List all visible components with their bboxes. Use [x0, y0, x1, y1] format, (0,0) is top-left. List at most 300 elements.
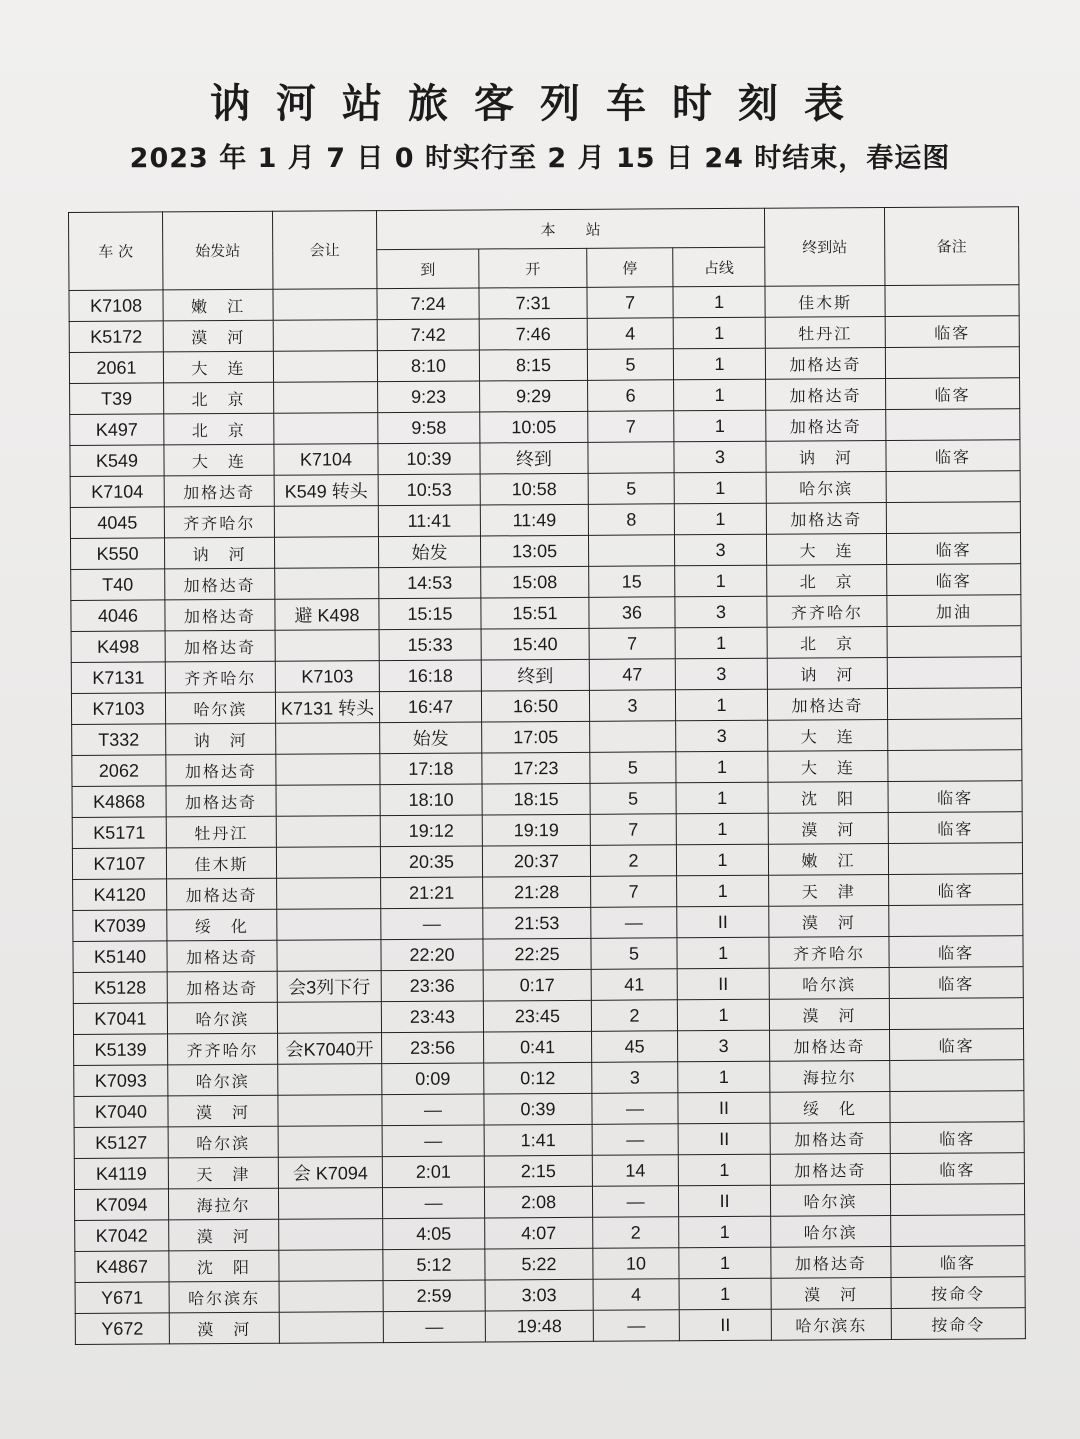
train-cell: K4868: [72, 786, 166, 818]
origin-cell: 嫩 江: [163, 289, 273, 321]
origin-cell: 加格达奇: [166, 754, 276, 786]
remark-cell: 临客: [890, 1029, 1024, 1061]
meet-cell: [274, 413, 378, 445]
arrive-cell: —: [381, 908, 483, 940]
track-cell: 1: [674, 472, 766, 504]
remark-cell: 按命令: [891, 1308, 1025, 1340]
arrive-cell: 10:53: [378, 474, 480, 506]
origin-cell: 加格达奇: [166, 785, 276, 817]
arrive-cell: 16:47: [379, 691, 481, 723]
destination-cell: 大 连: [768, 751, 888, 783]
meet-cell: [275, 568, 379, 600]
remark-cell: 按命令: [891, 1277, 1025, 1309]
track-cell: 1: [679, 1216, 771, 1248]
arrive-cell: —: [383, 1311, 485, 1343]
table-body: [69, 285, 1025, 1345]
header-destination: 终到站: [765, 208, 885, 287]
arrive-cell: 2:01: [382, 1156, 484, 1188]
remark-cell: [887, 657, 1021, 689]
stop-cell: 41: [591, 969, 677, 1001]
destination-cell: 加格达奇: [771, 1246, 891, 1278]
train-cell: K7040: [74, 1096, 168, 1128]
remark-cell: [891, 1215, 1025, 1247]
origin-cell: 加格达奇: [167, 878, 277, 910]
stop-cell: 2: [593, 1217, 679, 1249]
track-cell: 1: [675, 689, 767, 721]
train-cell: 4045: [70, 507, 164, 539]
arrive-cell: 始发: [378, 536, 480, 568]
destination-cell: 沈 阳: [768, 782, 888, 814]
destination-cell: 漠 河: [771, 1277, 891, 1309]
depart-cell: 终到: [480, 442, 588, 474]
track-cell: 1: [674, 503, 766, 535]
arrive-cell: —: [382, 1094, 484, 1126]
train-cell: Y671: [75, 1282, 169, 1314]
stop-cell: —: [593, 1310, 679, 1342]
meet-cell: [274, 537, 378, 569]
remark-cell: [889, 905, 1023, 937]
origin-cell: 北 京: [164, 382, 274, 414]
train-cell: T40: [71, 569, 165, 601]
remark-cell: [888, 750, 1022, 782]
meet-cell: 会3列下行: [277, 971, 381, 1003]
train-cell: K7042: [75, 1220, 169, 1252]
meet-cell: [277, 1002, 381, 1034]
depart-cell: 15:08: [481, 566, 589, 598]
stop-cell: [588, 442, 674, 474]
train-cell: K7107: [72, 848, 166, 880]
depart-cell: 20:37: [482, 845, 590, 877]
arrive-cell: 9:58: [378, 412, 480, 444]
destination-cell: 北 京: [767, 627, 887, 659]
header-origin: 始发站: [163, 211, 273, 290]
stop-cell: 3: [589, 690, 675, 722]
arrive-cell: 22:20: [381, 939, 483, 971]
stop-cell: 5: [588, 473, 674, 505]
origin-cell: 加格达奇: [165, 599, 275, 631]
depart-cell: 19:48: [485, 1310, 593, 1342]
arrive-cell: 2:59: [383, 1280, 485, 1312]
track-cell: II: [679, 1309, 771, 1341]
track-cell: 3: [674, 534, 766, 566]
table-header: [69, 207, 1019, 291]
remark-cell: [889, 998, 1023, 1030]
track-cell: 1: [676, 782, 768, 814]
meet-cell: K7131 转头: [275, 692, 379, 724]
arrive-cell: 7:42: [377, 319, 479, 351]
train-cell: 2061: [69, 352, 163, 384]
meet-cell: [278, 1126, 382, 1158]
train-cell: K7094: [74, 1189, 168, 1221]
train-cell: K550: [70, 538, 164, 570]
track-cell: 1: [673, 348, 765, 380]
origin-cell: 哈尔滨东: [169, 1281, 279, 1313]
stop-cell: 5: [590, 783, 676, 815]
remark-cell: 临客: [891, 1246, 1025, 1278]
depart-cell: 终到: [481, 659, 589, 691]
origin-cell: 哈尔滨: [168, 1126, 278, 1158]
destination-cell: 加格达奇: [766, 379, 886, 411]
destination-cell: 天 津: [769, 874, 889, 906]
track-cell: 1: [673, 286, 765, 318]
train-cell: K7041: [73, 1003, 167, 1035]
header-station: 本 站: [376, 208, 764, 249]
remark-cell: [885, 285, 1019, 317]
meet-cell: [273, 289, 377, 321]
stop-cell: 7: [587, 287, 673, 319]
arrive-cell: 始发: [380, 722, 482, 754]
meet-cell: [277, 878, 381, 910]
arrive-cell: 14:53: [379, 567, 481, 599]
stop-cell: [588, 535, 674, 567]
track-cell: 1: [678, 1061, 770, 1093]
depart-cell: 7:46: [479, 318, 587, 350]
depart-cell: 13:05: [480, 535, 588, 567]
destination-cell: 牡丹江: [765, 317, 885, 349]
origin-cell: 漠 河: [169, 1312, 279, 1344]
remark-cell: [890, 1184, 1024, 1216]
origin-cell: 佳木斯: [166, 847, 276, 879]
meet-cell: K7104: [274, 444, 378, 476]
origin-cell: 讷 河: [164, 537, 274, 569]
table-row: [75, 1308, 1025, 1345]
arrive-cell: 23:56: [382, 1032, 484, 1064]
meet-cell: [279, 1312, 383, 1344]
stop-cell: 2: [590, 845, 676, 877]
depart-cell: 16:50: [481, 690, 589, 722]
depart-cell: 22:25: [483, 938, 591, 970]
meet-cell: [276, 847, 380, 879]
origin-cell: 讷 河: [166, 723, 276, 755]
depart-cell: 23:45: [483, 1000, 591, 1032]
meet-cell: [273, 320, 377, 352]
arrive-cell: 15:15: [379, 598, 481, 630]
train-cell: K4120: [73, 879, 167, 911]
meet-cell: 避 K498: [275, 599, 379, 631]
remark-cell: 临客: [888, 812, 1022, 844]
track-cell: 3: [674, 441, 766, 473]
remark-cell: 临客: [886, 440, 1020, 472]
origin-cell: 大 连: [163, 351, 273, 383]
header-train: 车 次: [69, 212, 163, 291]
depart-cell: 15:51: [481, 597, 589, 629]
meet-cell: [273, 351, 377, 383]
stop-cell: 7: [591, 876, 677, 908]
stop-cell: 2: [591, 1000, 677, 1032]
train-cell: K7131: [71, 662, 165, 694]
depart-cell: 1:41: [484, 1124, 592, 1156]
origin-cell: 哈尔滨: [165, 692, 275, 724]
stop-cell: 45: [592, 1031, 678, 1063]
stop-cell: 5: [590, 752, 676, 784]
arrive-cell: 4:05: [383, 1218, 485, 1250]
track-cell: 3: [675, 658, 767, 690]
train-cell: T39: [70, 383, 164, 415]
track-cell: II: [677, 968, 769, 1000]
depart-cell: 17:05: [482, 721, 590, 753]
train-cell: K5139: [74, 1034, 168, 1066]
destination-cell: 齐齐哈尔: [767, 596, 887, 628]
destination-cell: 漠 河: [769, 998, 889, 1030]
track-cell: 3: [678, 1030, 770, 1062]
page-subtitle: 2023 年 1 月 7 日 0 时实行至 2 月 15 日 24 时结束，春运图: [129, 143, 951, 174]
header-arrive: 到: [377, 249, 479, 289]
track-cell: 1: [677, 999, 769, 1031]
destination-cell: 加格达奇: [766, 410, 886, 442]
meet-cell: [276, 754, 380, 786]
depart-cell: 7:31: [479, 287, 587, 319]
origin-cell: 加格达奇: [167, 940, 277, 972]
track-cell: 1: [676, 751, 768, 783]
remark-cell: [888, 843, 1022, 875]
remark-cell: [886, 471, 1020, 503]
track-cell: II: [678, 1123, 770, 1155]
depart-cell: 0:17: [483, 969, 591, 1001]
destination-cell: 哈尔滨东: [771, 1308, 891, 1340]
depart-cell: 3:03: [485, 1279, 593, 1311]
track-cell: 1: [676, 844, 768, 876]
track-cell: 1: [678, 1154, 770, 1186]
remark-cell: [886, 409, 1020, 441]
remark-cell: [887, 688, 1021, 720]
train-cell: K5127: [74, 1127, 168, 1159]
track-cell: 3: [676, 720, 768, 752]
destination-cell: 讷 河: [767, 658, 887, 690]
track-cell: 1: [676, 813, 768, 845]
train-cell: K7108: [69, 290, 163, 322]
remark-cell: [887, 626, 1021, 658]
meet-cell: [277, 909, 381, 941]
track-cell: 1: [677, 875, 769, 907]
stop-cell: 47: [589, 659, 675, 691]
arrive-cell: 17:18: [380, 753, 482, 785]
remark-cell: 加油: [887, 595, 1021, 627]
train-cell: K7039: [73, 910, 167, 942]
header-remark: 备注: [885, 207, 1019, 286]
destination-cell: 佳木斯: [765, 286, 885, 318]
stop-cell: 5: [587, 349, 673, 381]
origin-cell: 漠 河: [163, 320, 273, 352]
depart-cell: 18:15: [482, 783, 590, 815]
destination-cell: 加格达奇: [766, 503, 886, 535]
depart-cell: 0:39: [484, 1093, 592, 1125]
track-cell: 1: [674, 379, 766, 411]
depart-cell: 0:41: [484, 1031, 592, 1063]
depart-cell: 21:53: [483, 907, 591, 939]
destination-cell: 讷 河: [766, 441, 886, 473]
track-cell: 1: [675, 565, 767, 597]
track-cell: 1: [677, 937, 769, 969]
depart-cell: 17:23: [482, 752, 590, 784]
header-stop: 停: [587, 248, 673, 288]
stop-cell: 10: [593, 1248, 679, 1280]
arrive-cell: 23:36: [381, 970, 483, 1002]
destination-cell: 哈尔滨: [771, 1215, 891, 1247]
remark-cell: 临客: [890, 1122, 1024, 1154]
depart-cell: 8:15: [479, 349, 587, 381]
header-track: 占线: [673, 247, 765, 287]
train-cell: K5140: [73, 941, 167, 973]
stop-cell: 7: [590, 814, 676, 846]
train-cell: 4046: [71, 600, 165, 632]
arrive-cell: —: [382, 1125, 484, 1157]
remark-cell: 临客: [888, 781, 1022, 813]
meet-cell: [274, 506, 378, 538]
train-cell: K5128: [73, 972, 167, 1004]
arrive-cell: 7:24: [377, 288, 479, 320]
origin-cell: 加格达奇: [164, 475, 274, 507]
arrive-cell: 15:33: [379, 629, 481, 661]
destination-cell: 漠 河: [768, 813, 888, 845]
destination-cell: 哈尔滨: [770, 1184, 890, 1216]
origin-cell: 沈 阳: [169, 1250, 279, 1282]
stop-cell: 15: [589, 566, 675, 598]
origin-cell: 天 津: [168, 1157, 278, 1189]
stop-cell: 8: [588, 504, 674, 536]
meet-cell: [279, 1250, 383, 1282]
meet-cell: [276, 816, 380, 848]
remark-cell: [890, 1091, 1024, 1123]
train-cell: K7104: [70, 476, 164, 508]
arrive-cell: 19:12: [380, 815, 482, 847]
page-title: 讷河站旅客列车时刻表: [210, 80, 870, 127]
remark-cell: 临客: [885, 316, 1019, 348]
stop-cell: 7: [589, 628, 675, 660]
destination-cell: 哈尔滨: [769, 967, 889, 999]
origin-cell: 海拉尔: [168, 1188, 278, 1220]
destination-cell: 加格达奇: [770, 1153, 890, 1185]
train-cell: K7093: [74, 1065, 168, 1097]
stop-cell: —: [592, 1124, 678, 1156]
origin-cell: 齐齐哈尔: [165, 661, 275, 693]
train-cell: K4867: [75, 1251, 169, 1283]
remark-cell: [886, 502, 1020, 534]
origin-cell: 牡丹江: [166, 816, 276, 848]
arrive-cell: 21:21: [381, 877, 483, 909]
train-cell: T332: [72, 724, 166, 756]
stop-cell: 5: [591, 938, 677, 970]
depart-cell: 2:08: [484, 1186, 592, 1218]
track-cell: II: [678, 1092, 770, 1124]
destination-cell: 加格达奇: [767, 689, 887, 721]
stop-cell: [590, 721, 676, 753]
remark-cell: 临客: [889, 967, 1023, 999]
destination-cell: 嫩 江: [768, 844, 888, 876]
stop-cell: 3: [592, 1062, 678, 1094]
arrive-cell: 9:23: [378, 381, 480, 413]
header-depart: 开: [479, 248, 587, 288]
origin-cell: 齐齐哈尔: [164, 506, 274, 538]
stop-cell: —: [591, 907, 677, 939]
timetable-wrapper: [68, 206, 1025, 1345]
arrive-cell: —: [382, 1187, 484, 1219]
meet-cell: 会 K7094: [278, 1157, 382, 1189]
remark-cell: 临客: [889, 936, 1023, 968]
depart-cell: 10:05: [480, 411, 588, 443]
origin-cell: 漠 河: [168, 1095, 278, 1127]
meet-cell: [276, 785, 380, 817]
depart-cell: 4:07: [485, 1217, 593, 1249]
timetable: [68, 206, 1026, 1345]
destination-cell: 齐齐哈尔: [769, 936, 889, 968]
remark-cell: 临客: [890, 1153, 1024, 1185]
origin-cell: 绥 化: [167, 909, 277, 941]
meet-cell: [278, 1188, 382, 1220]
arrive-cell: 11:41: [378, 505, 480, 537]
meet-cell: [275, 630, 379, 662]
origin-cell: 加格达奇: [165, 630, 275, 662]
meet-cell: [278, 1064, 382, 1096]
header-meet: 会让: [272, 211, 376, 290]
stop-cell: —: [592, 1186, 678, 1218]
origin-cell: 大 连: [164, 444, 274, 476]
stop-cell: 7: [588, 411, 674, 443]
depart-cell: 19:19: [482, 814, 590, 846]
meet-cell: [276, 723, 380, 755]
train-cell: K5171: [72, 817, 166, 849]
stop-cell: 4: [593, 1279, 679, 1311]
destination-cell: 漠 河: [769, 905, 889, 937]
stop-cell: —: [592, 1093, 678, 1125]
train-cell: K7103: [71, 693, 165, 725]
meet-cell: [279, 1281, 383, 1313]
origin-cell: 北 京: [164, 413, 274, 445]
meet-cell: [278, 1095, 382, 1127]
track-cell: 1: [673, 317, 765, 349]
train-cell: Y672: [75, 1313, 169, 1345]
track-cell: II: [678, 1185, 770, 1217]
destination-cell: 北 京: [767, 565, 887, 597]
train-cell: K549: [70, 445, 164, 477]
meet-cell: [277, 940, 381, 972]
meet-cell: K549 转头: [274, 475, 378, 507]
depart-cell: 9:29: [480, 380, 588, 412]
stop-cell: 6: [588, 380, 674, 412]
arrive-cell: 20:35: [380, 846, 482, 878]
remark-cell: [890, 1060, 1024, 1092]
train-cell: K498: [71, 631, 165, 663]
track-cell: 3: [675, 596, 767, 628]
train-cell: 2062: [72, 755, 166, 787]
remark-cell: 临客: [887, 564, 1021, 596]
arrive-cell: 8:10: [377, 350, 479, 382]
track-cell: 1: [679, 1278, 771, 1310]
remark-cell: 临客: [886, 378, 1020, 410]
destination-cell: 海拉尔: [770, 1060, 890, 1092]
track-cell: 1: [679, 1247, 771, 1279]
remark-cell: [885, 347, 1019, 379]
destination-cell: 绥 化: [770, 1091, 890, 1123]
stop-cell: 36: [589, 597, 675, 629]
depart-cell: 0:12: [484, 1062, 592, 1094]
remark-cell: 临客: [889, 874, 1023, 906]
depart-cell: 15:40: [481, 628, 589, 660]
depart-cell: 2:15: [484, 1155, 592, 1187]
train-cell: K4119: [74, 1158, 168, 1190]
depart-cell: 5:22: [485, 1248, 593, 1280]
arrive-cell: 16:18: [379, 660, 481, 692]
meet-cell: K7103: [275, 661, 379, 693]
meet-cell: [279, 1219, 383, 1251]
remark-cell: [888, 719, 1022, 751]
destination-cell: 加格达奇: [770, 1122, 890, 1154]
arrive-cell: 0:09: [382, 1063, 484, 1095]
track-cell: 1: [674, 410, 766, 442]
destination-cell: 加格达奇: [765, 348, 885, 380]
origin-cell: 漠 河: [169, 1219, 279, 1251]
depart-cell: 10:58: [480, 473, 588, 505]
arrive-cell: 18:10: [380, 784, 482, 816]
